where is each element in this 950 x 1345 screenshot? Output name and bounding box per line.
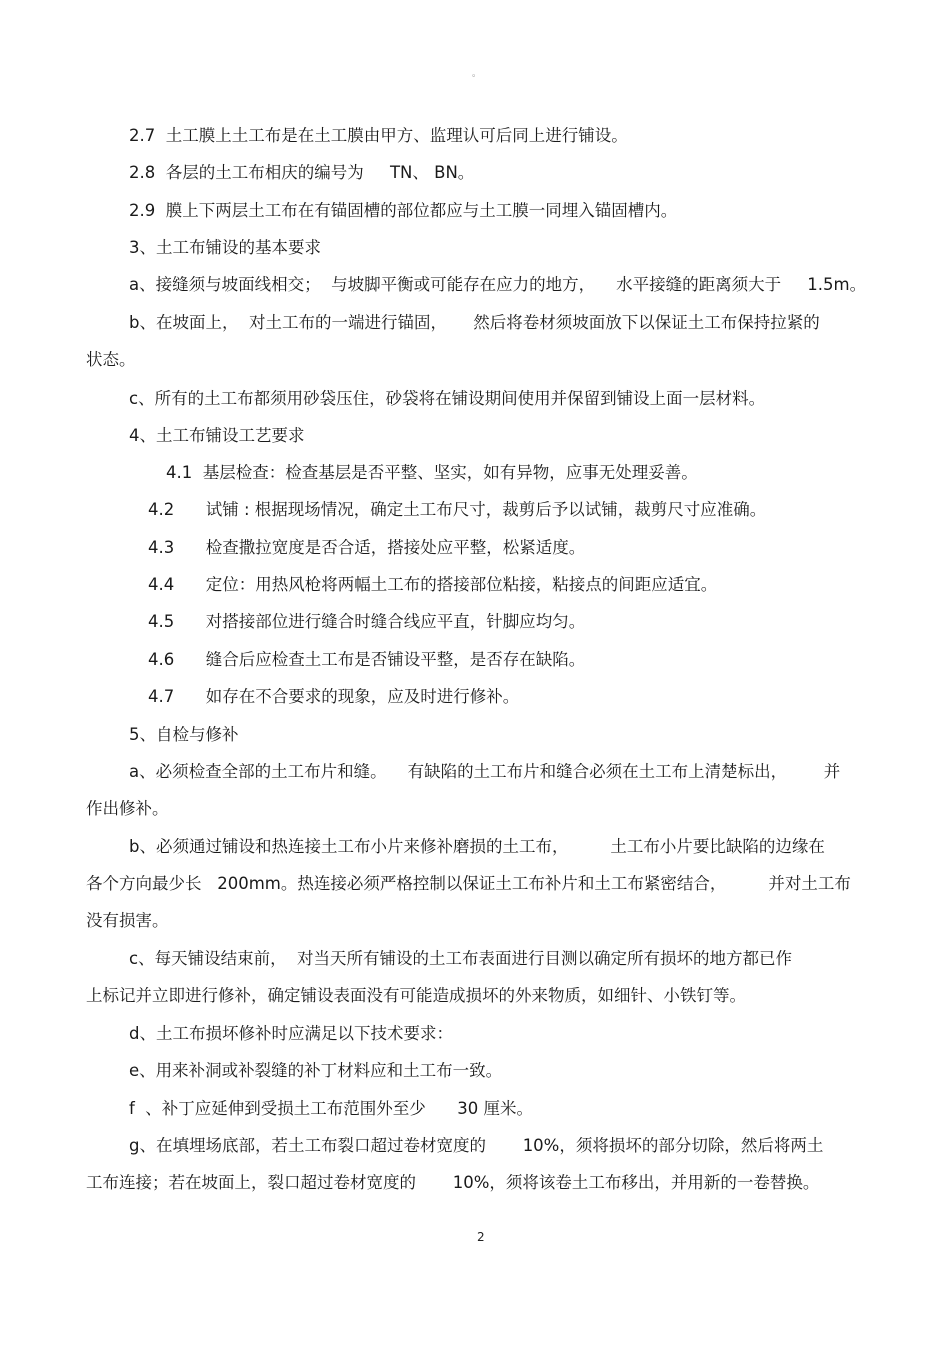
line-4-4: 4.4 定位：用热风枪将两幅土工布的搭接部位粘接，粘接点的间距应适宜。 — [148, 575, 718, 594]
line-2-7: 2.7 土工膜上土工布是在土工膜由甲方、监理认可后同上进行铺设。 — [129, 126, 628, 145]
line-5a: a、必须检查全部的土工布片和缝。 有缺陷的土工布片和缝合必须在土工布上清楚标出， 并 — [129, 762, 841, 781]
line-3c: c、所有的土工布都须用砂袋压住，砂袋将在铺设期间使用并保留到铺设上面一层材料。 — [129, 389, 766, 408]
line-4-2: 4.2 试铺 : 根据现场情况，确定土工布尺寸，裁剪后予以试铺，裁剪尺寸应准确。 — [148, 500, 767, 519]
section-3-heading: 3、土工布铺设的基本要求 — [129, 238, 321, 257]
line-3a: a、接缝须与坡面线相交； 与坡脚平衡或可能存在应力的地方， 水平接缝的距离须大于 1.5m。 — [129, 275, 867, 294]
line-2-8: 2.8 各层的土工布相庆的编号为 TN、 BN。 — [129, 163, 475, 182]
line-5a-cont: 作出修补。 — [86, 799, 169, 818]
line-5g-cont: 工布连接；若在坡面上，裂口超过卷材宽度的 10%，须将该卷土工布移出，并用新的一卷替换。 — [86, 1173, 820, 1192]
section-5-heading: 5、自检与修补 — [129, 725, 239, 744]
line-5e: e、用来补洞或补裂缝的补丁材料应和土工布一致。 — [129, 1061, 503, 1080]
line-5b: b、必须通过铺设和热连接土工布小片来修补磨损的土工布， 土工布小片要比缺陷的边缘在 — [129, 837, 825, 856]
line-5f: f 、补丁应延伸到受损土工布范围外至少 30 厘米。 — [129, 1099, 534, 1118]
line-5g: g、在填埋场底部，若土工布裂口超过卷材宽度的 10%，须将损坏的部分切除，然后将两土 — [129, 1136, 824, 1155]
line-5b-cont2: 没有损害。 — [86, 911, 169, 930]
line-4-3: 4.3 检查撒拉宽度是否合适，搭接处应平整，松紧适度。 — [148, 538, 586, 557]
page-number: 2 — [477, 1230, 485, 1244]
line-3b: b、在坡面上， 对土工布的一端进行锚固， 然后将卷材须坡面放下以保证土工布保持拉紧的 — [129, 313, 820, 332]
line-4-7: 4.7 如存在不合要求的现象，应及时进行修补。 — [148, 687, 520, 706]
line-5b-cont: 各个方向最少长 200mm。热连接必须严格控制以保证土工布补片和土工布紧密结合， 并对土工布 — [86, 874, 851, 893]
line-4-5: 4.5 对搭接部位进行缝合时缝合线应平直，针脚应均匀。 — [148, 612, 586, 631]
line-4-1: 4.1 基层检查：检查基层是否平整、坚实，如有异物，应事无处理妥善。 — [166, 463, 698, 482]
header-mark: 。 — [472, 69, 482, 79]
section-4-heading: 4、土工布铺设工艺要求 — [129, 426, 305, 445]
line-5c-cont: 上标记并立即进行修补，确定铺设表面没有可能造成损坏的外来物质，如细针、小铁钉等。 — [86, 986, 746, 1005]
line-4-6: 4.6 缝合后应检查土工布是否铺设平整，是否存在缺陷。 — [148, 650, 586, 669]
line-3b-cont: 状态。 — [86, 350, 136, 369]
line-2-9: 2.9 膜上下两层土工布在有锚固槽的部位都应与土工膜一同埋入锚固槽内。 — [129, 201, 678, 220]
line-5d: d、土工布损坏修补时应满足以下技术要求： — [129, 1024, 453, 1043]
line-5c: c、每天铺设结束前， 对当天所有铺设的土工布表面进行目测以确定所有损坏的地方都已作 — [129, 949, 793, 968]
